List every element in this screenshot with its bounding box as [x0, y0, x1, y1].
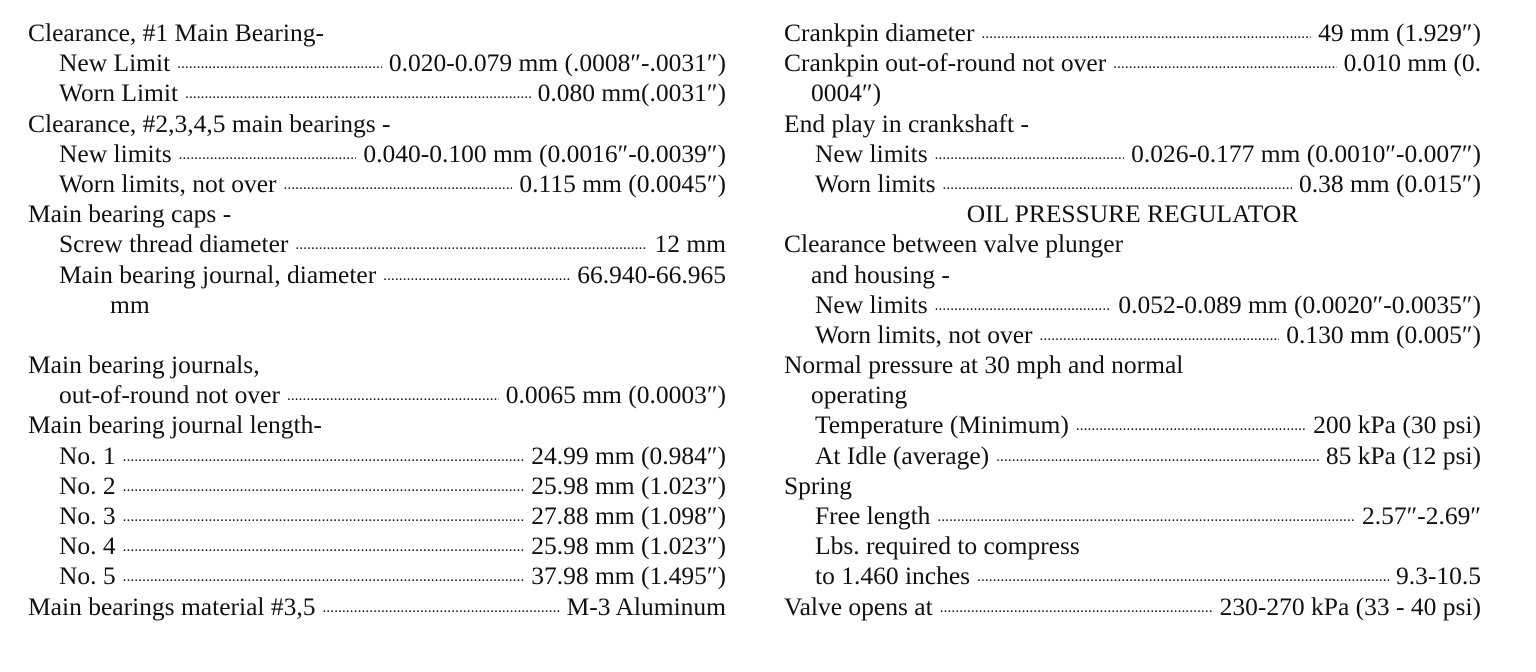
- spec-value: 200 kPa (30 psi): [1313, 410, 1481, 440]
- spec-label: Crankpin out-of-round not over: [784, 48, 1107, 78]
- spec-row: [28, 380, 726, 410]
- spec-label: Worn limits, not over: [59, 168, 277, 198]
- spec-label: Temperature (Minimum): [815, 410, 1069, 440]
- spec-value-wrap: [784, 78, 1481, 108]
- spec-title: Main bearing journal length-: [28, 410, 322, 440]
- leader-dots: [123, 438, 525, 472]
- spec-label: to 1.460 inches: [815, 561, 971, 591]
- spec-value: 0.052-0.089 mm (0.0020″-0.0035″): [1118, 289, 1481, 319]
- leader-dots: [123, 528, 525, 562]
- spec-value: 0.0065 mm (0.0003″): [505, 380, 726, 410]
- journal-length-row: [28, 471, 726, 501]
- spec-value: 0.080 mm(.0031″): [537, 78, 726, 108]
- section-heading-journals: [28, 350, 726, 380]
- spec-value: 0.020-0.079 mm (.0008″-.0031″): [388, 48, 726, 78]
- spec-row: [784, 501, 1481, 531]
- spec-row: [28, 260, 726, 290]
- left-column: [28, 18, 726, 622]
- leader-dots: [179, 136, 357, 170]
- section-heading-clearance-1: [28, 18, 726, 48]
- spec-label: No. 4: [59, 531, 116, 561]
- spec-value: 9.3-10.5: [1396, 561, 1481, 591]
- spec-row: [784, 592, 1481, 622]
- spec-row: [28, 48, 726, 78]
- leader-dots: [981, 15, 1311, 49]
- spec-label: Worn Limit: [59, 78, 179, 108]
- spec-label: Lbs. required to compress: [815, 531, 1080, 561]
- leader-dots: [185, 75, 531, 109]
- spec-value: 85 kPa (12 psi): [1325, 440, 1481, 470]
- section-heading: OIL PRESSURE REGULATOR: [966, 199, 1299, 229]
- section-heading-oil-pressure-regulator: [784, 199, 1481, 229]
- spec-title: and housing -: [811, 259, 950, 289]
- section-heading-endplay: [784, 109, 1481, 139]
- spec-label: Crankpin diameter: [784, 18, 975, 47]
- leader-dots: [943, 166, 1292, 200]
- right-column: [784, 18, 1481, 622]
- leader-dots: [123, 498, 525, 532]
- spec-row: [28, 169, 726, 199]
- spec-label: No. 5: [59, 561, 116, 591]
- section-heading-clearance-cont: [784, 260, 1481, 290]
- spec-value: 230-270 kPa (33 - 40 psi): [1219, 591, 1481, 621]
- spec-title: End play in crankshaft -: [784, 108, 1030, 138]
- spec-label: Valve opens at: [784, 591, 933, 621]
- spec-row: [784, 290, 1481, 320]
- leader-dots: [935, 287, 1112, 321]
- spec-title: Clearance, #1 Main Bearing-: [28, 18, 324, 47]
- spec-label: At Idle (average): [815, 440, 990, 470]
- spec-row: [784, 320, 1481, 350]
- spec-row: [784, 441, 1481, 471]
- spec-value: 25.98 mm (1.023″): [531, 470, 726, 500]
- spec-title: Spring: [784, 470, 853, 500]
- spec-row: [784, 48, 1481, 78]
- spec-value: 0.010 mm (0.: [1343, 48, 1481, 78]
- leader-dots: [295, 226, 647, 260]
- spec-value: 2.57″-2.69″: [1362, 501, 1481, 530]
- spec-label: Worn limits: [815, 168, 936, 198]
- section-heading-caps: [28, 199, 726, 229]
- leader-dots: [1040, 317, 1280, 351]
- leader-dots: [284, 166, 513, 200]
- spec-value: 49 mm (1.929″): [1318, 18, 1481, 47]
- spec-value: 27.88 mm (1.098″): [531, 501, 726, 530]
- spec-value: 0.115 mm (0.0045″): [519, 168, 726, 198]
- spec-value: 66.940-66.965: [577, 259, 726, 289]
- leader-dots: [935, 136, 1124, 170]
- spec-row: [784, 561, 1481, 591]
- spec-row: [784, 139, 1481, 169]
- spec-row: [28, 78, 726, 108]
- spec-value-wrap: [28, 290, 726, 320]
- spec-label: No. 3: [59, 501, 116, 530]
- leader-dots: [996, 438, 1319, 472]
- spec-label: New limits: [815, 289, 928, 319]
- spec-value-cont: 0004″): [811, 78, 882, 108]
- journal-length-row: [28, 441, 726, 471]
- spec-label: New Limit: [59, 48, 171, 78]
- leader-dots: [123, 468, 525, 502]
- section-heading-clearance-2: [28, 109, 726, 139]
- spec-label: Screw thread diameter: [59, 229, 289, 259]
- spec-row: [784, 169, 1481, 199]
- spec-label: New limits: [59, 138, 172, 168]
- section-heading-spring: [784, 471, 1481, 501]
- leader-dots: [937, 498, 1355, 532]
- leader-dots: [1076, 407, 1306, 441]
- spec-title: Normal pressure at 30 mph and normal: [784, 350, 1184, 380]
- spec-row: [28, 592, 726, 622]
- spec-value: 37.98 mm (1.495″): [531, 561, 726, 591]
- spec-label: New limits: [815, 138, 928, 168]
- leader-dots: [1113, 45, 1336, 79]
- section-heading-pressure-cont: [784, 380, 1481, 410]
- spec-value: 0.38 mm (0.015″): [1298, 168, 1481, 198]
- spec-label: Main bearings material #3,5: [28, 591, 316, 621]
- spec-row: [28, 229, 726, 259]
- spec-title: Clearance between valve plunger: [784, 229, 1124, 259]
- section-heading-pressure: [784, 350, 1481, 380]
- journal-length-row: [28, 531, 726, 561]
- spec-value: 24.99 mm (0.984″): [531, 440, 726, 470]
- spec-title: Main bearing caps -: [28, 199, 232, 229]
- leader-dots: [323, 589, 560, 623]
- spacer: [28, 320, 726, 350]
- journal-length-row: [28, 501, 726, 531]
- spec-value: 12 mm: [654, 229, 726, 259]
- section-heading-clearance: [784, 229, 1481, 259]
- leader-dots: [940, 589, 1213, 623]
- leader-dots: [287, 377, 499, 411]
- spec-value: 0.130 mm (0.005″): [1286, 319, 1481, 349]
- leader-dots: [177, 45, 382, 79]
- spec-row: [28, 139, 726, 169]
- spec-subtitle: [784, 531, 1481, 561]
- spec-title: Clearance, #2,3,4,5 main bearings -: [28, 108, 391, 138]
- spec-label: Main bearing journal, diameter: [59, 259, 377, 289]
- spec-value: 0.026-0.177 mm (0.0010″-0.007″): [1131, 138, 1481, 168]
- spec-row: [784, 18, 1481, 48]
- spec-value: 25.98 mm (1.023″): [531, 531, 726, 561]
- journal-length-row: [28, 561, 726, 591]
- leader-dots: [977, 558, 1389, 592]
- spec-value: 0.040-0.100 mm (0.0016″-0.0039″): [363, 138, 726, 168]
- section-heading-journal-length: [28, 410, 726, 440]
- spec-label: Worn limits, not over: [815, 319, 1033, 349]
- spec-title: operating: [811, 380, 908, 410]
- spec-label: Free length: [815, 501, 931, 530]
- leader-dots: [123, 558, 525, 592]
- spec-row: [784, 410, 1481, 440]
- spec-title: Main bearing journals,: [28, 350, 260, 380]
- spec-label: No. 2: [59, 470, 116, 500]
- spec-label: No. 1: [59, 440, 116, 470]
- spec-value: M-3 Aluminum: [566, 591, 726, 621]
- spec-unit: mm: [110, 289, 150, 319]
- leader-dots: [383, 257, 570, 291]
- spec-label: out-of-round not over: [59, 380, 280, 410]
